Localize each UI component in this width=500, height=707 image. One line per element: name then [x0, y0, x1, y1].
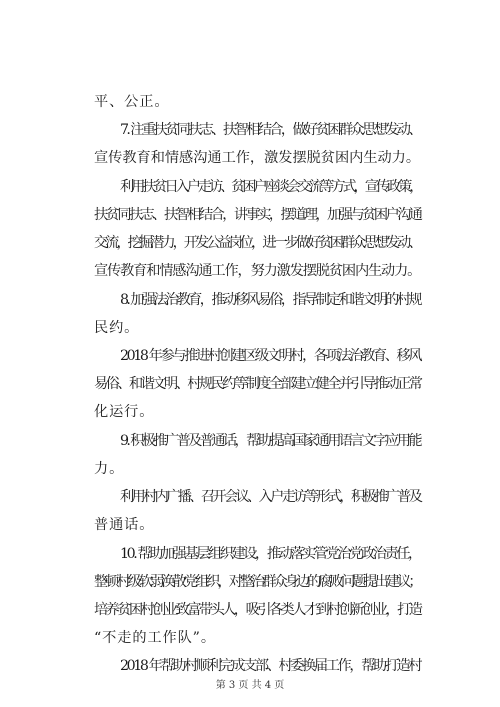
text-line-18: 整顿村级软弱涣散党组织，对整治群众身边的腐败问题提出建议；	[94, 574, 420, 590]
text-line-10: 2018 年参与推进村创建区级文明村，各项法治教育、移风	[120, 348, 421, 364]
text-line-19: 培养贫困村创业致富带头人，吸引各类人才到村创新创业，打造	[94, 602, 421, 618]
text-line-9: 民约。	[94, 320, 140, 336]
text-line-11: 易俗、和谐文明、村规民约等制度全部建立健全并引导推动正常	[94, 376, 421, 392]
text-line-14: 力。	[94, 461, 125, 477]
text-line-4: 利用扶贫日入户走访、贫困户座谈会交流等方式，宣传政策，	[120, 179, 421, 195]
text-line-2: 7. 注重扶贫同扶志、扶智相结合，做好贫困群众思想发动、	[120, 122, 420, 138]
page-number-footer: 第 3 页 共 4 页	[215, 680, 285, 691]
text-line-15: 利用村内广播、召开会议、入户走访等形式，积极推广普及	[120, 489, 421, 505]
text-line-21: 2018 年帮助村顺利完成支部、村委换届工作，帮助打造村	[120, 658, 421, 674]
text-line-16: 普通话。	[94, 517, 155, 533]
text-line-3: 宣传教育和情感沟通工作，激发摆脱贫困内生动力。	[94, 150, 421, 166]
text-line-13: 9. 积极推广普及普通话，帮助提高国家通用语言文字应用能	[120, 433, 420, 449]
text-line-5: 扶贫同扶志、扶智相结合，讲事实，摆道理，加强与贫困户沟通	[94, 207, 421, 223]
text-line-8: 8. 加强法治教育，推动移风易俗，指导制定和谐文明的村规	[120, 292, 420, 308]
text-line-1: 平、公正。	[94, 94, 170, 110]
text-line-17: 10. 帮助加强基层组织建设，推动落实管党治党政治责任，	[120, 546, 420, 562]
text-line-20: “不走的工作队”。	[94, 630, 216, 646]
text-line-7: 宣传教育和情感沟通工作，努力激发摆脱贫困内生动力。	[94, 263, 421, 279]
text-line-12: 化运行。	[94, 404, 155, 420]
text-line-6: 交流，挖掘潜力，开发公益岗位，进一步做好贫困群众思想发动、	[94, 235, 420, 251]
